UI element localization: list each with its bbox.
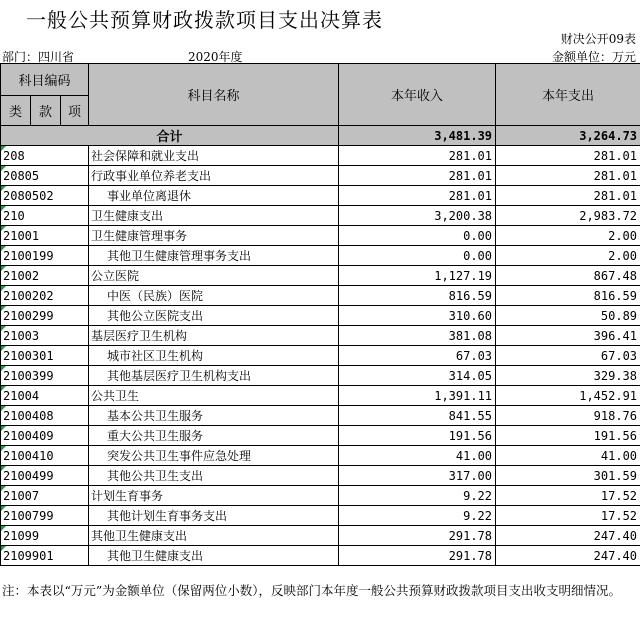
row-expense: 281.01 [496, 146, 640, 166]
row-expense: 2,983.72 [496, 206, 640, 226]
row-expense: 816.59 [496, 286, 640, 306]
row-expense: 17.52 [496, 486, 640, 506]
table-row [1, 206, 640, 226]
row-expense: 396.41 [496, 326, 640, 346]
row-expense: 191.56 [496, 426, 640, 446]
row-name: 基本公共卫生服务 [89, 406, 339, 426]
row-income: 310.60 [339, 306, 496, 326]
table-row [1, 306, 640, 326]
table-row [1, 226, 640, 246]
row-code: 21099 [1, 526, 89, 546]
row-name: 其他公立医院支出 [89, 306, 339, 326]
row-name: 公立医院 [89, 266, 339, 286]
row-code: 21002 [1, 266, 89, 286]
row-expense: 247.40 [496, 526, 640, 546]
row-code: 21001 [1, 226, 89, 246]
row-code: 21004 [1, 386, 89, 406]
total-row [1, 126, 640, 146]
row-name: 重大公共卫生服务 [89, 426, 339, 446]
row-name: 卫生健康管理事务 [89, 226, 339, 246]
table-row [1, 246, 640, 266]
row-income: 281.01 [339, 186, 496, 206]
row-name: 基层医疗卫生机构 [89, 326, 339, 346]
row-code: 2100799 [1, 506, 89, 526]
row-income: 281.01 [339, 166, 496, 186]
row-income: 841.55 [339, 406, 496, 426]
table-row [1, 266, 640, 286]
row-income: 0.00 [339, 226, 496, 246]
row-income: 816.59 [339, 286, 496, 306]
footnote: 注：本表以“万元”为金额单位（保留两位小数），反映部门本年度一般公共预算财政拨款项目支出收支明细情况。 [2, 583, 622, 598]
header-lei: 类 [1, 96, 31, 126]
row-expense: 329.38 [496, 366, 640, 386]
row-income: 67.03 [339, 346, 496, 366]
row-code: 2100410 [1, 446, 89, 466]
row-income: 41.00 [339, 446, 496, 466]
table-row [1, 146, 640, 166]
report-title: 一般公共预算财政拨款项目支出决算表 [26, 8, 383, 32]
row-expense: 281.01 [496, 166, 640, 186]
row-expense: 2.00 [496, 246, 640, 266]
row-code: 2100408 [1, 406, 89, 426]
total-income: 3,481.39 [339, 126, 496, 146]
total-expense: 3,264.73 [496, 126, 640, 146]
row-income: 9.22 [339, 486, 496, 506]
row-code: 2100399 [1, 366, 89, 386]
row-code: 210 [1, 206, 89, 226]
row-income: 291.78 [339, 526, 496, 546]
row-name: 卫生健康支出 [89, 206, 339, 226]
row-name: 其他卫生健康管理事务支出 [89, 246, 339, 266]
header-xiang: 项 [61, 96, 89, 126]
row-name: 事业单位离退休 [89, 186, 339, 206]
row-expense: 247.40 [496, 546, 640, 566]
row-name: 社会保障和就业支出 [89, 146, 339, 166]
row-income: 317.00 [339, 466, 496, 486]
row-expense: 17.52 [496, 506, 640, 526]
row-code: 2100202 [1, 286, 89, 306]
table-row [1, 546, 640, 566]
row-name: 城市社区卫生机构 [89, 346, 339, 366]
row-name: 其他公共卫生支出 [89, 466, 339, 486]
row-income: 3,200.38 [339, 206, 496, 226]
row-expense: 1,452.91 [496, 386, 640, 406]
row-code: 2100299 [1, 306, 89, 326]
row-name: 行政事业单位养老支出 [89, 166, 339, 186]
header-name: 科目名称 [89, 64, 339, 126]
header-code-group: 科目编码 [1, 64, 89, 96]
table-row [1, 486, 640, 506]
row-code: 2109901 [1, 546, 89, 566]
row-expense: 50.89 [496, 306, 640, 326]
row-income: 9.22 [339, 506, 496, 526]
unit-label: 金额单位：万元 [551, 50, 636, 64]
row-name: 公共卫生 [89, 386, 339, 406]
row-income: 281.01 [339, 146, 496, 166]
expenditure-table [0, 63, 640, 566]
table-row [1, 426, 640, 446]
row-name: 其他卫生健康支出 [89, 546, 339, 566]
row-income: 0.00 [339, 246, 496, 266]
table-row [1, 366, 640, 386]
total-label: 合计 [1, 126, 339, 146]
table-row [1, 526, 640, 546]
department-label: 部门：四川省 [2, 50, 75, 64]
row-name: 其他卫生健康支出 [89, 526, 339, 546]
row-expense: 41.00 [496, 446, 640, 466]
row-code: 21003 [1, 326, 89, 346]
table-row [1, 386, 640, 406]
row-income: 381.08 [339, 326, 496, 346]
row-code: 2100499 [1, 466, 89, 486]
header-expense: 本年支出 [496, 64, 640, 126]
row-name: 其他基层医疗卫生机构支出 [89, 366, 339, 386]
row-income: 191.56 [339, 426, 496, 446]
row-income: 1,391.11 [339, 386, 496, 406]
row-name: 突发公共卫生事件应急处理 [89, 446, 339, 466]
header-income: 本年收入 [339, 64, 496, 126]
row-expense: 2.00 [496, 226, 640, 246]
row-income: 291.78 [339, 546, 496, 566]
year-label: 2020年度 [188, 50, 243, 64]
row-income: 314.05 [339, 366, 496, 386]
table-row [1, 446, 640, 466]
row-expense: 67.03 [496, 346, 640, 366]
table-row [1, 466, 640, 486]
row-income: 1,127.19 [339, 266, 496, 286]
form-code: 财决公开09表 [560, 32, 636, 46]
row-expense: 281.01 [496, 186, 640, 206]
row-expense: 918.76 [496, 406, 640, 426]
row-code: 2100409 [1, 426, 89, 446]
row-name: 其他计划生育事务支出 [89, 506, 339, 526]
table-row [1, 166, 640, 186]
header-kuan: 款 [31, 96, 61, 126]
table-row [1, 406, 640, 426]
table-row [1, 186, 640, 206]
row-name: 中医（民族）医院 [89, 286, 339, 306]
row-expense: 867.48 [496, 266, 640, 286]
row-code: 20805 [1, 166, 89, 186]
row-code: 2080502 [1, 186, 89, 206]
row-code: 208 [1, 146, 89, 166]
row-code: 2100199 [1, 246, 89, 266]
row-code: 21007 [1, 486, 89, 506]
row-code: 2100301 [1, 346, 89, 366]
table-row [1, 506, 640, 526]
row-expense: 301.59 [496, 466, 640, 486]
row-name: 计划生育事务 [89, 486, 339, 506]
table-row [1, 346, 640, 366]
table-row [1, 326, 640, 346]
table-row [1, 286, 640, 306]
